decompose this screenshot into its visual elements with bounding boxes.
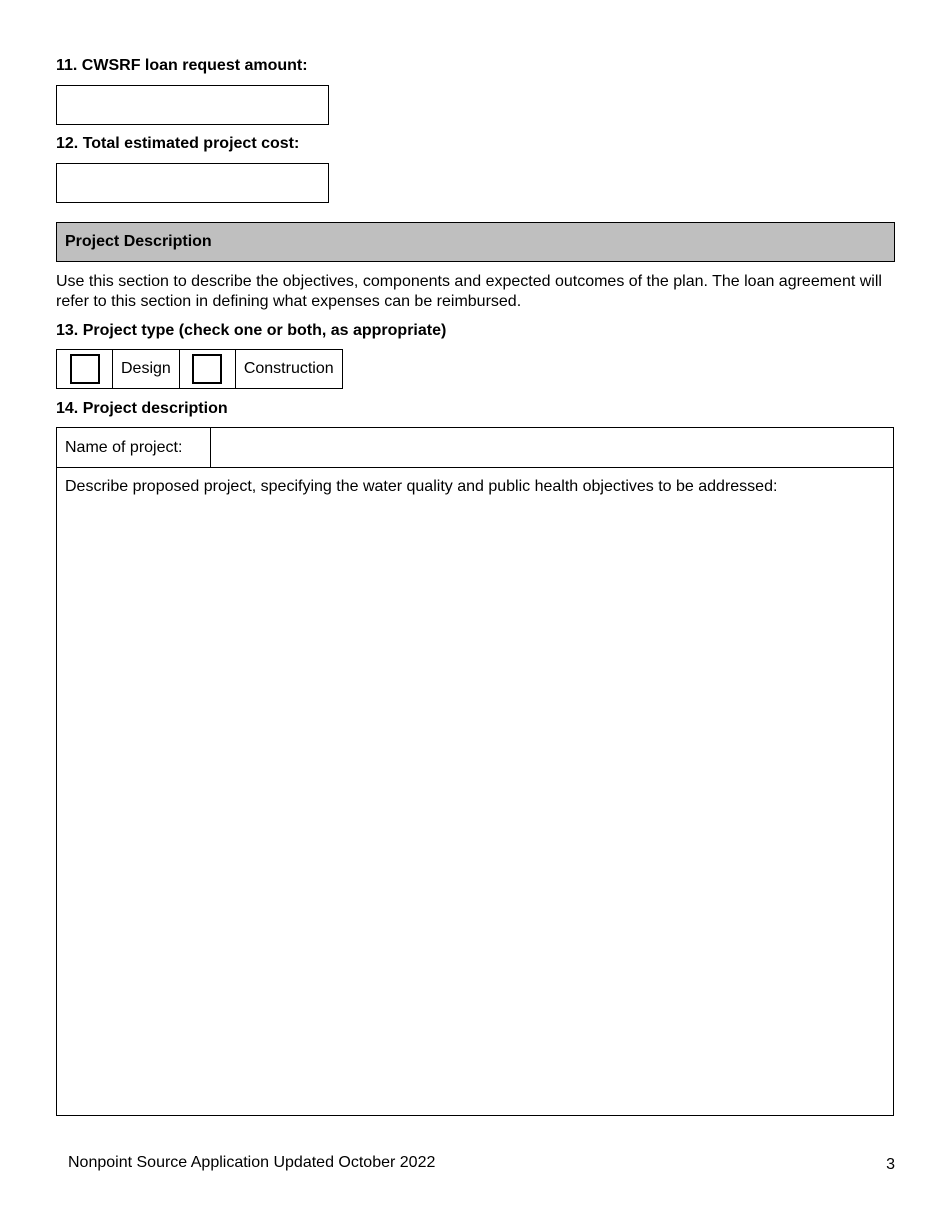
project-description-table — [56, 427, 894, 1116]
project-type-label: 13. Project type (check one or both, as appropriate) — [56, 322, 447, 339]
design-checkbox[interactable] — [70, 354, 100, 384]
loan-request-label: 11. CWSRF loan request amount: — [56, 57, 308, 74]
construction-option-label: Construction — [235, 350, 342, 389]
construction-checkbox[interactable] — [192, 354, 222, 384]
project-name-label: Name of project: — [57, 428, 211, 467]
description-prompt: Describe proposed project, specifying the water quality and public health objectives to be addressed: — [65, 478, 778, 495]
page-number: 3 — [886, 1156, 895, 1173]
section-intro-text: Use this section to describe the objectives, components and expected outcomes of the plan. The loan agreement will refer to this section in defining what expenses can be reimbursed. — [56, 273, 882, 310]
footer-text: Nonpoint Source Application Updated October 2022 — [68, 1154, 436, 1171]
project-description-field[interactable] — [57, 508, 893, 1115]
project-description-question-label: 14. Project description — [56, 400, 228, 417]
total-cost-field[interactable] — [56, 163, 329, 203]
loan-request-amount-field[interactable] — [56, 85, 329, 125]
project-type-options — [56, 349, 343, 389]
design-checkbox-cell — [57, 350, 113, 389]
project-name-field[interactable] — [203, 428, 893, 467]
total-cost-label: 12. Total estimated project cost: — [56, 135, 300, 152]
construction-checkbox-cell — [179, 350, 235, 389]
project-name-row — [57, 428, 893, 468]
design-option-label: Design — [113, 350, 180, 389]
project-description-header: Project Description — [56, 222, 895, 262]
